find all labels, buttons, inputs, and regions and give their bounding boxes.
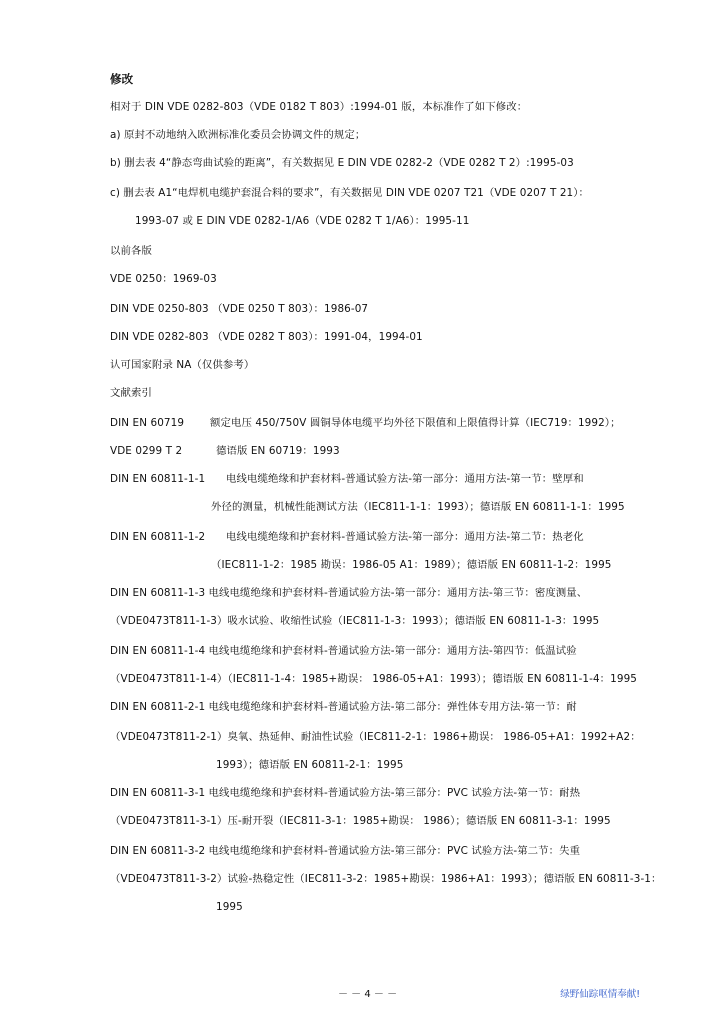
reference-text: 额定电压 450/750V 圆铜导体电缆平均外径下限值和上限值得计算（IEC719：1992）；	[210, 417, 621, 429]
amendments-intro: 相对于 DIN VDE 0282-803（VDE 0182 T 803）:1994-01 版，本标准作了如下修改：	[110, 101, 528, 113]
reference-5-line-2: （VDE0473T811-1-4）（IEC811-1-4：1985+勘误： 1986-05+A1：1993）；德语版 EN 60811-1-4：1995	[110, 673, 638, 685]
reference-2	[110, 472, 584, 486]
reference-5-line-1: DIN EN 60811-1-4 电线电缆绝缘和护套材料-普通试验方法-第一部分：通用方法-第四节：低温试验	[110, 645, 577, 657]
reference-text: 德语版 EN 60719：1993	[216, 445, 340, 457]
reference-code: VDE 0299 T 2	[110, 445, 183, 457]
amendment-c-continued: 1993-07 或 E DIN VDE 0282-1/A6（VDE 0282 T 1/A6）：1995-11	[135, 215, 470, 227]
previous-edition-2: DIN VDE 0250-803 （VDE 0250 T 803）：1986-07	[110, 303, 369, 315]
reference-4-line-2: （VDE0473T811-1-3）吸水试验、收缩性试验（IEC811-1-3：1993）；德语版 EN 60811-1-3：1995	[110, 615, 600, 627]
amendment-a: a) 原封不动地纳入欧洲标准化委员会协调文件的规定；	[110, 129, 366, 141]
bibliography-heading: 文献索引	[110, 387, 152, 399]
previous-edition-1: VDE 0250：1969-03	[110, 273, 217, 285]
reference-code: DIN EN 60811-1-2	[110, 531, 206, 543]
reference-7-line-2: （VDE0473T811-3-1）压-耐开裂（IEC811-3-1：1985+勘误： 1986）；德语版 EN 60811-3-1：1995	[110, 815, 611, 827]
reference-6-line-2: （VDE0473T811-2-1）臭氧、热延伸、耐油性试验（IEC811-2-1：1986+勘误： 1986-05+A1：1992+A2：	[110, 731, 641, 743]
reference-2-continued: 外径的测量，机械性能测试方法（IEC811-1-1：1993）；德语版 EN 60811-1-1：1995	[211, 501, 625, 513]
reference-code: DIN EN 60719	[110, 417, 185, 429]
reference-7-line-1: DIN EN 60811-3-1 电线电缆绝缘和护套材料-普通试验方法-第三部分：PVC 试验方法-第一节：耐热	[110, 787, 581, 799]
watermark-text: 绿野仙踪呕情奉献!	[560, 989, 640, 1000]
reference-6-line-1: DIN EN 60811-2-1 电线电缆绝缘和护套材料-普通试验方法-第二部分：弹性体专用方法-第一节：耐	[110, 701, 577, 713]
amendment-c: c) 删去表 A1“电焊机电缆护套混合料的要求”，有关数据见 DIN VDE 0207 T21（VDE 0207 T 21）：	[110, 187, 590, 199]
reference-3	[110, 530, 584, 544]
reference-code: DIN EN 60811-1-1	[110, 473, 206, 485]
reference-4-line-1: DIN EN 60811-1-3 电线电缆绝缘和护套材料-普通试验方法-第一部分：通用方法-第三节：密度测量、	[110, 587, 588, 599]
reference-8-line-3: 1995	[216, 901, 243, 913]
amendment-b: b) 删去表 4“静态弯曲试验的距离”，有关数据见 E DIN VDE 0282-2（VDE 0282 T 2）:1995-03	[110, 157, 574, 169]
amendments-heading: 修改	[110, 72, 134, 86]
reference-text: 电线电缆绝缘和护套材料-普通试验方法-第一部分：通用方法-第二节：热老化	[226, 531, 584, 543]
reference-1b	[110, 444, 340, 458]
reference-text: 电线电缆绝缘和护套材料-普通试验方法-第一部分：通用方法-第一节：壁厚和	[226, 473, 584, 485]
reference-6-line-3: 1993）；德语版 EN 60811-2-1：1995	[216, 759, 404, 771]
page-number: － － 4 － －	[338, 989, 398, 1000]
national-annex-heading: 认可国家附录 NA（仅供参考）	[110, 359, 255, 371]
previous-edition-3: DIN VDE 0282-803 （VDE 0282 T 803）：1991-04，1994-01	[110, 331, 423, 343]
reference-1	[110, 416, 621, 430]
reference-8-line-2: （VDE0473T811-3-2）试验-热稳定性（IEC811-3-2：1985+勘误：1986+A1：1993）；德语版 EN 60811-3-1：	[110, 873, 662, 885]
previous-editions-heading: 以前各版	[110, 245, 152, 257]
reference-3-continued: （IEC811-1-2：1985 勘误：1986-05 A1：1989）；德语版 EN 60811-1-2：1995	[211, 559, 612, 571]
reference-8-line-1: DIN EN 60811-3-2 电线电缆绝缘和护套材料-普通试验方法-第三部分：PVC 试验方法-第二节：失重	[110, 845, 581, 857]
